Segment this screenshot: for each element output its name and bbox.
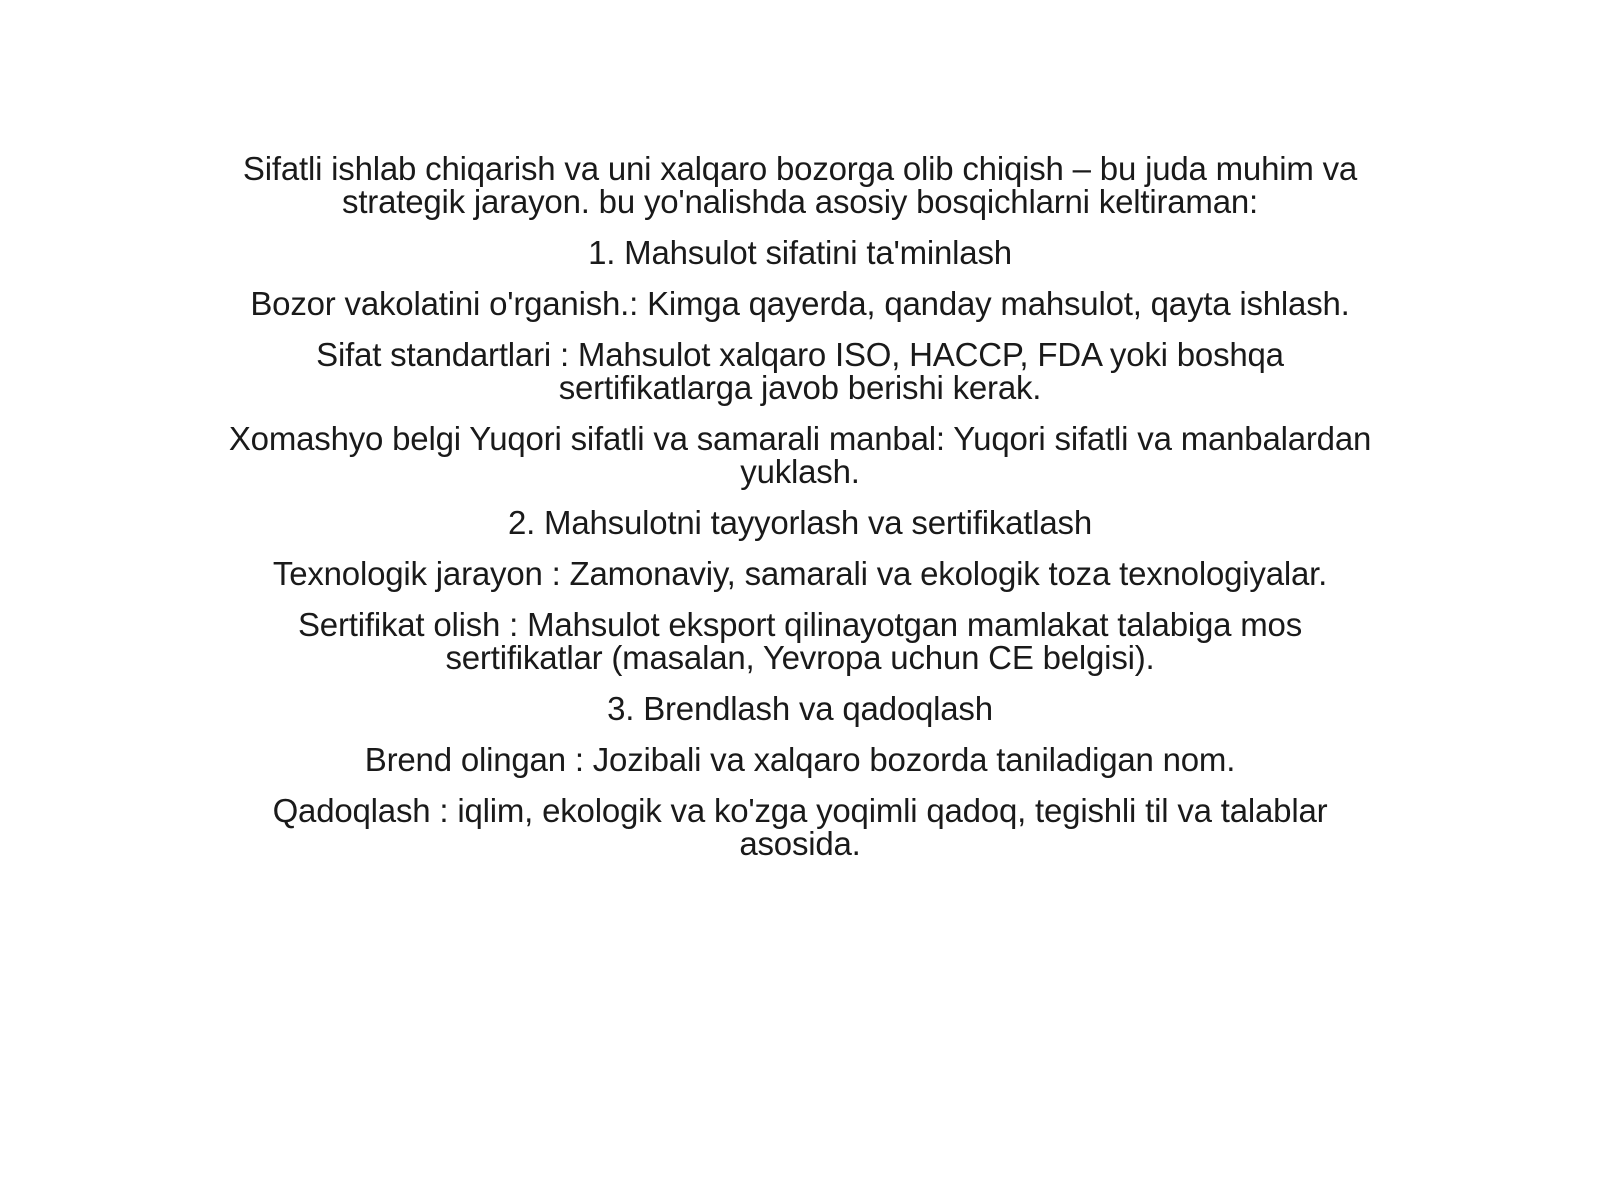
paragraph-certification: Sertifikat olish : Mahsulot eksport qilinayotgan mamlakat talabiga mos sertifikatlar (masalan, Yevropa uchun CE belgisi). [298, 606, 1302, 676]
intro-paragraph: Sifatli ishlab chiqarish va uni xalqaro bozorga olib chiqish – bu juda muhim va strategik jarayon. bu yo'nalishda asosiy bosqichlarni keltiraman: [242, 150, 1358, 220]
section-heading-2: 2. Mahsulotni tayyorlash va sertifikatlash [507, 504, 1093, 541]
paragraph-packaging: Qadoqlash : iqlim, ekologik va ko'zga yoqimli qadoq, tegishli til va talablar asosida. [272, 792, 1328, 862]
paragraph-raw-materials: Xomashyo belgi Yuqori sifatli va samarali manbal: Yuqori sifatli va manbalardan yuklash. [228, 420, 1372, 490]
paragraph-market-research: Bozor vakolatini o'rganish.: Kimga qayerda, qanday mahsulot, qayta ishlash. [250, 285, 1350, 322]
paragraph-quality-standards: Sifat standartlari : Mahsulot xalqaro ISO, HACCP, FDA yoki boshqa sertifikatlarga javob berishi kerak. [316, 336, 1284, 406]
section-heading-1: 1. Mahsulot sifatini ta'minlash [588, 234, 1012, 271]
paragraph-technology: Texnologik jarayon : Zamonaviy, samarali va ekologik toza texnologiyalar. [272, 555, 1328, 592]
text-body [220, 152, 1380, 878]
section-heading-3: 3. Brendlash va qadoqlash [607, 690, 993, 727]
paragraph-brand: Brend olingan : Jozibali va xalqaro bozorda taniladigan nom. [364, 741, 1236, 778]
